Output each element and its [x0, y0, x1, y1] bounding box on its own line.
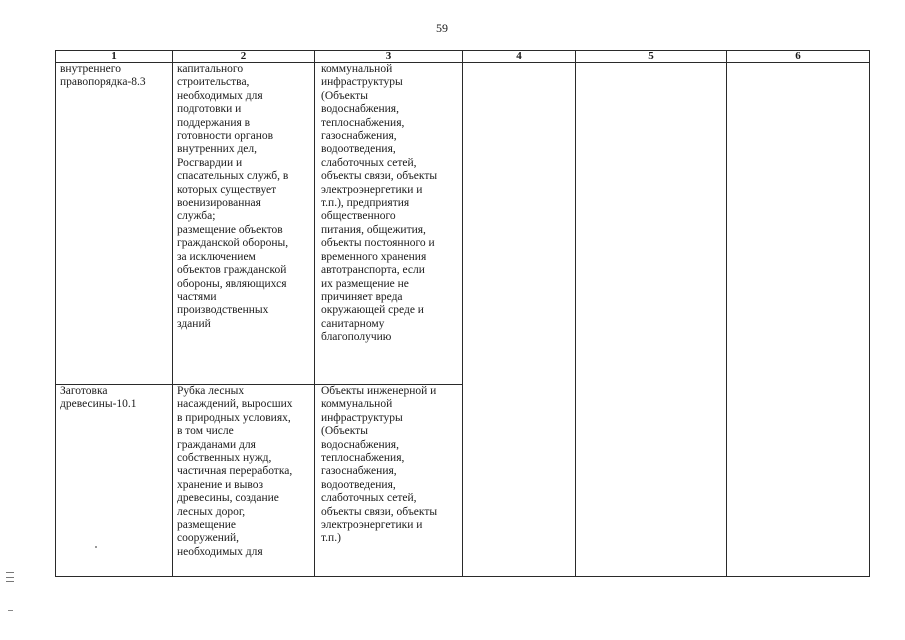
- table-cell: [56, 63, 173, 385]
- cell-text: внутреннего правопорядка-8.3: [60, 63, 146, 89]
- table-cell: [173, 385, 315, 577]
- scan-speck: [95, 546, 97, 548]
- column-header: 3: [315, 51, 463, 63]
- page-number: 59: [436, 21, 448, 35]
- column-header: 2: [173, 51, 315, 63]
- table-cell: [463, 63, 576, 577]
- table-cell: [56, 385, 173, 577]
- table-cell: [576, 63, 727, 577]
- cell-text: коммунальной инфраструктуры (Объекты водоснабжения, теплоснабжения, газоснабжения, водоотведения, слаботочных сетей, объекты связи, объекты электроэнергетики и т.п.), предприятия общественного питания, общежития, объекты постоянного и временного хранения автотранспорта, если их размещение не причиняет вреда окружающей среде и санитарному благополучию: [321, 63, 438, 344]
- margin-scan-mark: [8, 610, 13, 611]
- margin-binding-mark: [6, 572, 14, 582]
- table-cell: [173, 63, 315, 385]
- cell-text: Рубка лесных насаждений, выросших в природных условиях, в том числе гражданами для собственных нужд, частичная переработка, хранение и вывоз древесины, создание лесных дорог, размещение сооружений, необходимых для: [177, 385, 293, 558]
- column-header: 4: [463, 51, 576, 63]
- land-use-table: [55, 50, 870, 577]
- column-header: 6: [727, 51, 870, 63]
- column-header: 5: [576, 51, 727, 63]
- column-header: 1: [56, 51, 173, 63]
- cell-text: Объекты инженерной и коммунальной инфраструктуры (Объекты водоснабжения, теплоснабжения, газоснабжения, водоотведения, слаботочных сетей, объекты связи, объекты электроэнергетики и т.п.): [321, 385, 438, 545]
- table-cell: [727, 63, 870, 577]
- table-row: [56, 63, 870, 385]
- cell-text: капитального строительства, необходимых для подготовки и поддержания в готовности органов внутренних дел, Росгвардии и спасательных служб, в которых существует военизированная служба; размещение объектов гражданской обороны, за исключением объектов гражданской обороны, являющихся частями производственных зданий: [177, 63, 289, 330]
- cell-text: Заготовка древесины-10.1: [60, 385, 137, 411]
- table-cell: [315, 63, 463, 385]
- table-header-row: [56, 51, 870, 63]
- table-cell: [315, 385, 463, 577]
